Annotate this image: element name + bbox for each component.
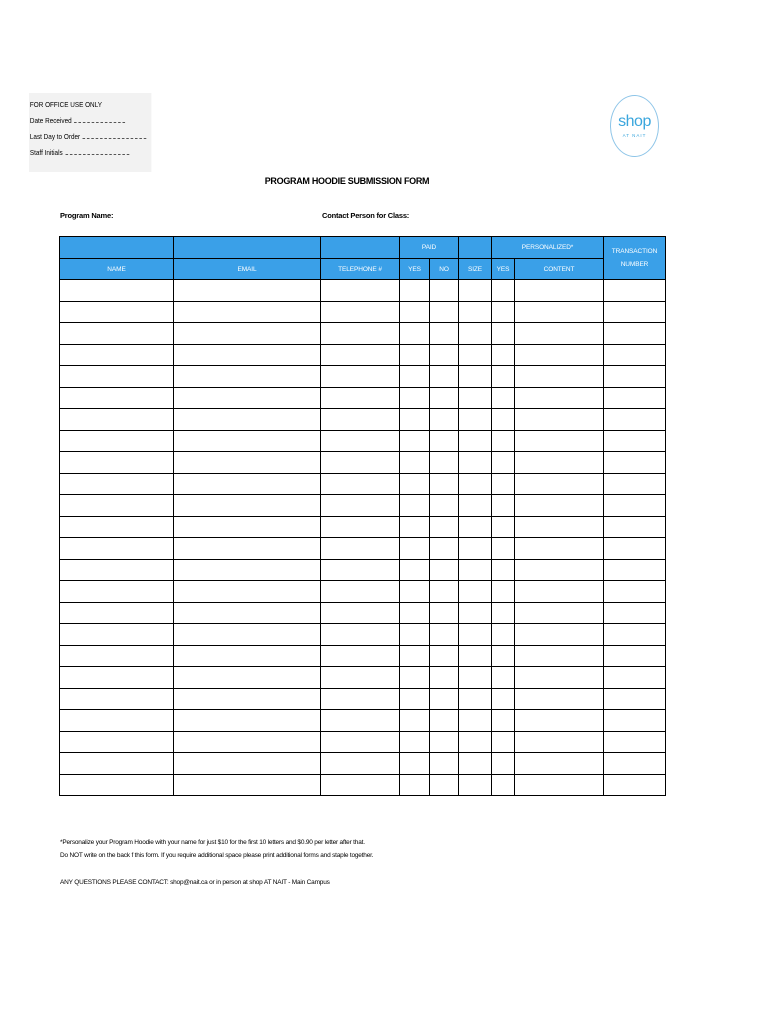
table-row <box>60 731 666 753</box>
header-telephone: TELEPHONE # <box>321 259 400 280</box>
paid-yes-cell[interactable] <box>400 688 430 710</box>
office-heading: FOR OFFICE USE ONLY <box>29 100 102 109</box>
note-personalize: *Personalize your Program Hoodie with your name for just $10 for the first 10 letters and $0.90 per letter after that. <box>60 839 365 846</box>
paid-yes-cell[interactable] <box>400 473 430 495</box>
office-use-box <box>29 93 151 172</box>
paid-yes-cell[interactable] <box>400 387 430 409</box>
personalized-yes-cell[interactable] <box>492 667 515 689</box>
email-cell[interactable] <box>174 409 321 431</box>
telephone-cell[interactable] <box>321 581 400 603</box>
name-cell[interactable] <box>60 344 174 366</box>
transaction-cell[interactable] <box>604 409 666 431</box>
content-cell[interactable] <box>515 753 604 775</box>
personalized-yes-cell[interactable] <box>492 280 515 302</box>
transaction-cell[interactable] <box>604 581 666 603</box>
size-cell[interactable] <box>459 409 492 431</box>
name-cell[interactable] <box>60 409 174 431</box>
size-cell[interactable] <box>459 602 492 624</box>
paid-no-cell[interactable] <box>430 667 459 689</box>
last-day-row <box>30 129 152 145</box>
name-cell[interactable] <box>60 774 174 796</box>
content-cell[interactable] <box>515 323 604 345</box>
email-cell[interactable] <box>174 473 321 495</box>
paid-no-cell[interactable] <box>430 323 459 345</box>
personalized-yes-cell[interactable] <box>492 753 515 775</box>
transaction-cell[interactable] <box>604 344 666 366</box>
paid-yes-cell[interactable] <box>400 624 430 646</box>
content-cell[interactable] <box>515 624 604 646</box>
transaction-cell[interactable] <box>604 516 666 538</box>
table-row <box>60 667 666 689</box>
email-cell[interactable] <box>174 301 321 323</box>
personalized-yes-cell[interactable] <box>492 731 515 753</box>
content-cell[interactable] <box>515 409 604 431</box>
telephone-cell[interactable] <box>321 667 400 689</box>
transaction-cell[interactable] <box>604 473 666 495</box>
last-day-label: Last Day to Order <box>29 132 81 141</box>
content-cell[interactable] <box>515 301 604 323</box>
transaction-cell[interactable] <box>604 774 666 796</box>
name-cell[interactable] <box>60 688 174 710</box>
paid-yes-cell[interactable] <box>400 344 430 366</box>
transaction-cell[interactable] <box>604 301 666 323</box>
email-cell[interactable] <box>174 430 321 452</box>
size-cell[interactable] <box>459 323 492 345</box>
name-cell[interactable] <box>60 495 174 517</box>
paid-no-cell[interactable] <box>430 473 459 495</box>
paid-no-cell[interactable] <box>430 280 459 302</box>
paid-yes-cell[interactable] <box>400 301 430 323</box>
paid-yes-cell[interactable] <box>400 409 430 431</box>
personalized-yes-cell[interactable] <box>492 495 515 517</box>
paid-no-cell[interactable] <box>430 538 459 560</box>
size-cell[interactable] <box>459 516 492 538</box>
table-row <box>60 710 666 732</box>
table-row <box>60 301 666 323</box>
personalized-yes-cell[interactable] <box>492 473 515 495</box>
paid-yes-cell[interactable] <box>400 645 430 667</box>
submission-table <box>59 236 666 796</box>
personalized-yes-cell[interactable] <box>492 516 515 538</box>
personalized-yes-cell[interactable] <box>492 344 515 366</box>
date-received-label: Date Received <box>29 116 72 125</box>
telephone-cell[interactable] <box>321 473 400 495</box>
telephone-cell[interactable] <box>321 409 400 431</box>
header-blank-name <box>60 237 174 259</box>
transaction-cell[interactable] <box>604 753 666 775</box>
size-cell[interactable] <box>459 688 492 710</box>
table-body <box>60 280 666 796</box>
name-cell[interactable] <box>60 753 174 775</box>
telephone-cell[interactable] <box>321 301 400 323</box>
personalized-yes-cell[interactable] <box>492 366 515 388</box>
content-cell[interactable] <box>515 645 604 667</box>
table-row <box>60 516 666 538</box>
header-transaction-number: TRANSACTION NUMBER <box>604 237 666 280</box>
transaction-cell[interactable] <box>604 667 666 689</box>
personalized-yes-cell[interactable] <box>492 430 515 452</box>
email-cell[interactable] <box>174 774 321 796</box>
email-cell[interactable] <box>174 559 321 581</box>
header-paid: PAID <box>400 237 459 259</box>
transaction-cell[interactable] <box>604 538 666 560</box>
content-cell[interactable] <box>515 667 604 689</box>
content-cell[interactable] <box>515 473 604 495</box>
paid-yes-cell[interactable] <box>400 731 430 753</box>
personalized-yes-cell[interactable] <box>492 387 515 409</box>
paid-no-cell[interactable] <box>430 688 459 710</box>
paid-no-cell[interactable] <box>430 301 459 323</box>
date-received-field[interactable] <box>74 115 125 123</box>
transaction-cell[interactable] <box>604 645 666 667</box>
telephone-cell[interactable] <box>321 344 400 366</box>
email-cell[interactable] <box>174 538 321 560</box>
content-cell[interactable] <box>515 387 604 409</box>
size-cell[interactable] <box>459 430 492 452</box>
paid-no-cell[interactable] <box>430 581 459 603</box>
email-cell[interactable] <box>174 495 321 517</box>
shop-at-nait-logo <box>610 95 659 157</box>
telephone-cell[interactable] <box>321 516 400 538</box>
size-cell[interactable] <box>459 387 492 409</box>
telephone-cell[interactable] <box>321 774 400 796</box>
name-cell[interactable] <box>60 710 174 732</box>
logo-at-nait-text: AT NAIT <box>622 133 647 138</box>
header-content: CONTENT <box>515 259 604 280</box>
content-cell[interactable] <box>515 688 604 710</box>
personalized-yes-cell[interactable] <box>492 559 515 581</box>
paid-no-cell[interactable] <box>430 452 459 474</box>
content-cell[interactable] <box>515 602 604 624</box>
telephone-cell[interactable] <box>321 602 400 624</box>
paid-no-cell[interactable] <box>430 624 459 646</box>
paid-yes-cell[interactable] <box>400 581 430 603</box>
table-row <box>60 387 666 409</box>
email-cell[interactable] <box>174 280 321 302</box>
size-cell[interactable] <box>459 624 492 646</box>
email-cell[interactable] <box>174 387 321 409</box>
table-row <box>60 753 666 775</box>
paid-no-cell[interactable] <box>430 344 459 366</box>
note-contact: ANY QUESTIONS PLEASE CONTACT: shop@nait.ca or in person at shop AT NAIT - Main Campus <box>60 879 330 886</box>
paid-yes-cell[interactable] <box>400 710 430 732</box>
content-cell[interactable] <box>515 280 604 302</box>
content-cell[interactable] <box>515 495 604 517</box>
paid-yes-cell[interactable] <box>400 430 430 452</box>
personalized-yes-cell[interactable] <box>492 645 515 667</box>
transaction-cell[interactable] <box>604 602 666 624</box>
header-blank-telephone <box>321 237 400 259</box>
email-cell[interactable] <box>174 581 321 603</box>
paid-no-cell[interactable] <box>430 645 459 667</box>
size-cell[interactable] <box>459 731 492 753</box>
name-cell[interactable] <box>60 323 174 345</box>
paid-yes-cell[interactable] <box>400 538 430 560</box>
telephone-cell[interactable] <box>321 645 400 667</box>
transaction-cell[interactable] <box>604 688 666 710</box>
header-blank-email <box>174 237 321 259</box>
table-row <box>60 602 666 624</box>
email-cell[interactable] <box>174 753 321 775</box>
personalized-yes-cell[interactable] <box>492 409 515 431</box>
header-paid-yes: YES <box>400 259 430 280</box>
paid-no-cell[interactable] <box>430 430 459 452</box>
content-cell[interactable] <box>515 731 604 753</box>
name-cell[interactable] <box>60 624 174 646</box>
last-day-field[interactable] <box>83 131 147 139</box>
staff-initials-row <box>30 145 152 161</box>
telephone-cell[interactable] <box>321 452 400 474</box>
transaction-cell[interactable] <box>604 323 666 345</box>
table-row <box>60 645 666 667</box>
email-cell[interactable] <box>174 366 321 388</box>
content-cell[interactable] <box>515 774 604 796</box>
note-back-of-form: Do NOT write on the back f this form. If you require additional space please print additional forms and staple together. <box>60 852 374 859</box>
program-name-label: Program Name: <box>60 211 114 220</box>
paid-no-cell[interactable] <box>430 366 459 388</box>
telephone-cell[interactable] <box>321 430 400 452</box>
staff-initials-label: Staff Initials <box>29 148 63 157</box>
header-paid-no: NO <box>430 259 459 280</box>
name-cell[interactable] <box>60 645 174 667</box>
name-cell[interactable] <box>60 602 174 624</box>
table-row <box>60 344 666 366</box>
personalized-yes-cell[interactable] <box>492 452 515 474</box>
paid-no-cell[interactable] <box>430 753 459 775</box>
content-cell[interactable] <box>515 559 604 581</box>
form-title: PROGRAM HOODIE SUBMISSION FORM <box>264 176 430 186</box>
table-row <box>60 366 666 388</box>
transaction-cell[interactable] <box>604 559 666 581</box>
paid-yes-cell[interactable] <box>400 366 430 388</box>
transaction-cell[interactable] <box>604 452 666 474</box>
paid-yes-cell[interactable] <box>400 495 430 517</box>
telephone-cell[interactable] <box>321 538 400 560</box>
name-cell[interactable] <box>60 452 174 474</box>
transaction-cell[interactable] <box>604 495 666 517</box>
size-cell[interactable] <box>459 538 492 560</box>
table-row <box>60 323 666 345</box>
content-cell[interactable] <box>515 344 604 366</box>
table-row <box>60 538 666 560</box>
content-cell[interactable] <box>515 581 604 603</box>
telephone-cell[interactable] <box>321 280 400 302</box>
personalized-yes-cell[interactable] <box>492 581 515 603</box>
telephone-cell[interactable] <box>321 731 400 753</box>
email-cell[interactable] <box>174 323 321 345</box>
table-row <box>60 774 666 796</box>
name-cell[interactable] <box>60 473 174 495</box>
name-cell[interactable] <box>60 667 174 689</box>
header-name: NAME <box>60 259 174 280</box>
size-cell[interactable] <box>459 366 492 388</box>
email-cell[interactable] <box>174 645 321 667</box>
paid-no-cell[interactable] <box>430 387 459 409</box>
header-row-groups <box>60 237 666 259</box>
personalized-yes-cell[interactable] <box>492 688 515 710</box>
name-cell[interactable] <box>60 301 174 323</box>
size-cell[interactable] <box>459 473 492 495</box>
paid-yes-cell[interactable] <box>400 516 430 538</box>
email-cell[interactable] <box>174 731 321 753</box>
personalized-yes-cell[interactable] <box>492 323 515 345</box>
table-row <box>60 495 666 517</box>
paid-yes-cell[interactable] <box>400 323 430 345</box>
transaction-cell[interactable] <box>604 366 666 388</box>
contact-person-label: Contact Person for Class: <box>322 211 410 220</box>
size-cell[interactable] <box>459 581 492 603</box>
table-row <box>60 280 666 302</box>
content-cell[interactable] <box>515 430 604 452</box>
paid-no-cell[interactable] <box>430 602 459 624</box>
size-cell[interactable] <box>459 753 492 775</box>
name-cell[interactable] <box>60 430 174 452</box>
telephone-cell[interactable] <box>321 323 400 345</box>
email-cell[interactable] <box>174 710 321 732</box>
personalized-yes-cell[interactable] <box>492 710 515 732</box>
date-received-row <box>30 113 152 129</box>
name-cell[interactable] <box>60 280 174 302</box>
telephone-cell[interactable] <box>321 559 400 581</box>
staff-initials-field[interactable] <box>65 147 129 155</box>
transaction-cell[interactable] <box>604 624 666 646</box>
paid-yes-cell[interactable] <box>400 602 430 624</box>
personalized-yes-cell[interactable] <box>492 538 515 560</box>
personalized-yes-cell[interactable] <box>492 602 515 624</box>
name-cell[interactable] <box>60 366 174 388</box>
telephone-cell[interactable] <box>321 624 400 646</box>
paid-no-cell[interactable] <box>430 559 459 581</box>
email-cell[interactable] <box>174 688 321 710</box>
transaction-cell[interactable] <box>604 430 666 452</box>
name-cell[interactable] <box>60 559 174 581</box>
email-cell[interactable] <box>174 344 321 366</box>
email-cell[interactable] <box>174 452 321 474</box>
paid-yes-cell[interactable] <box>400 774 430 796</box>
content-cell[interactable] <box>515 538 604 560</box>
table-row <box>60 581 666 603</box>
paid-yes-cell[interactable] <box>400 280 430 302</box>
size-cell[interactable] <box>459 710 492 732</box>
table-row <box>60 473 666 495</box>
table-row <box>60 559 666 581</box>
header-row-columns <box>60 259 666 280</box>
content-cell[interactable] <box>515 516 604 538</box>
header-blank-size <box>459 237 492 259</box>
name-cell[interactable] <box>60 581 174 603</box>
paid-no-cell[interactable] <box>430 409 459 431</box>
email-cell[interactable] <box>174 624 321 646</box>
size-cell[interactable] <box>459 495 492 517</box>
paid-no-cell[interactable] <box>430 495 459 517</box>
content-cell[interactable] <box>515 452 604 474</box>
transaction-cell[interactable] <box>604 710 666 732</box>
size-cell[interactable] <box>459 280 492 302</box>
logo-shop-text: shop <box>618 113 651 130</box>
personalized-yes-cell[interactable] <box>492 774 515 796</box>
size-cell[interactable] <box>459 452 492 474</box>
paid-no-cell[interactable] <box>430 516 459 538</box>
paid-yes-cell[interactable] <box>400 452 430 474</box>
paid-yes-cell[interactable] <box>400 753 430 775</box>
name-cell[interactable] <box>60 516 174 538</box>
table-row <box>60 430 666 452</box>
transaction-cell[interactable] <box>604 731 666 753</box>
email-cell[interactable] <box>174 602 321 624</box>
personalized-yes-cell[interactable] <box>492 624 515 646</box>
email-cell[interactable] <box>174 516 321 538</box>
transaction-cell[interactable] <box>604 387 666 409</box>
name-cell[interactable] <box>60 538 174 560</box>
header-personalized: PERSONALIZED* <box>492 237 604 259</box>
telephone-cell[interactable] <box>321 753 400 775</box>
paid-no-cell[interactable] <box>430 774 459 796</box>
content-cell[interactable] <box>515 366 604 388</box>
name-cell[interactable] <box>60 731 174 753</box>
paid-yes-cell[interactable] <box>400 559 430 581</box>
size-cell[interactable] <box>459 301 492 323</box>
size-cell[interactable] <box>459 667 492 689</box>
size-cell[interactable] <box>459 645 492 667</box>
size-cell[interactable] <box>459 344 492 366</box>
content-cell[interactable] <box>515 710 604 732</box>
header-size: SIZE <box>459 259 492 280</box>
telephone-cell[interactable] <box>321 495 400 517</box>
email-cell[interactable] <box>174 667 321 689</box>
size-cell[interactable] <box>459 774 492 796</box>
table-row <box>60 452 666 474</box>
header-email: EMAIL <box>174 259 321 280</box>
paid-no-cell[interactable] <box>430 710 459 732</box>
name-cell[interactable] <box>60 387 174 409</box>
header-personalized-yes: YES <box>492 259 515 280</box>
table-row <box>60 409 666 431</box>
telephone-cell[interactable] <box>321 688 400 710</box>
size-cell[interactable] <box>459 559 492 581</box>
table-row <box>60 688 666 710</box>
telephone-cell[interactable] <box>321 366 400 388</box>
paid-no-cell[interactable] <box>430 731 459 753</box>
table-row <box>60 624 666 646</box>
transaction-cell[interactable] <box>604 280 666 302</box>
paid-yes-cell[interactable] <box>400 667 430 689</box>
telephone-cell[interactable] <box>321 387 400 409</box>
telephone-cell[interactable] <box>321 710 400 732</box>
personalized-yes-cell[interactable] <box>492 301 515 323</box>
